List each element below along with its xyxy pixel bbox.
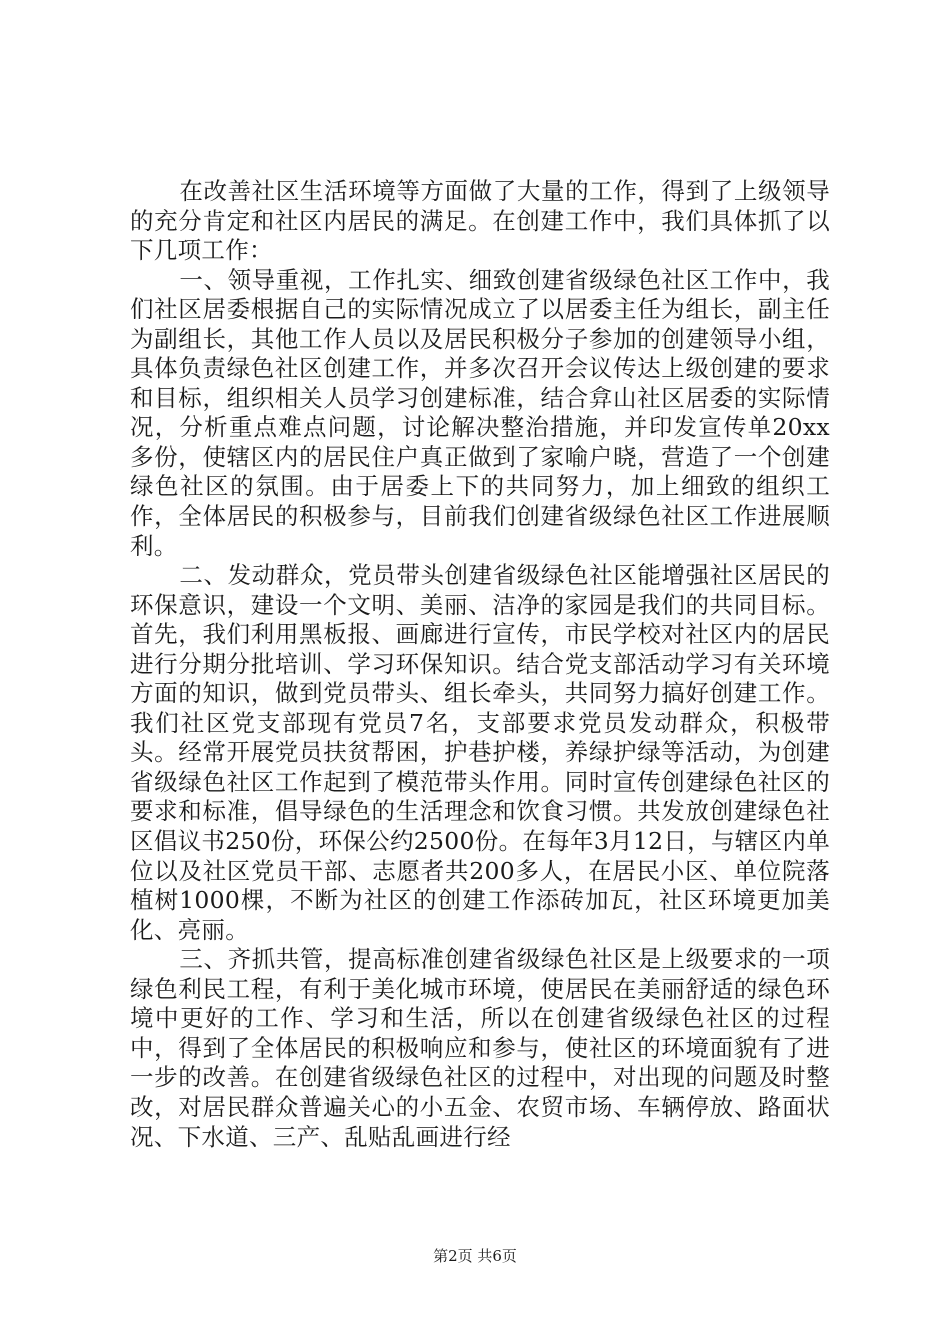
paragraph-section-3: 三、齐抓共管，提高标准创建省级绿色社区是上级要求的一项绿色利民工程，有利于美化城市环境，使居民在美丽舒适的绿色环境中更好的工作、学习和生活，所以在创建省级绿色社区的过程中，得到了全体居民的积极响应和参与，使社区的环境面貌有了进一步的改善。在创建省级绿色社区的过程中，对出现的问题及时整改，对居民群众普遍关心的小五金、农贸市场、车辆停放、路面状况、下水道、三产、乱贴乱画进行经 xyxy=(130,945,830,1151)
paragraph-intro: 在改善社区生活环境等方面做了大量的工作，得到了上级领导的充分肯定和社区内居民的满足。在创建工作中，我们具体抓了以下几项工作： xyxy=(130,177,830,265)
paragraph-section-2: 二、发动群众，党员带头创建省级绿色社区能增强社区居民的环保意识，建设一个文明、美丽、洁净的家园是我们的共同目标。首先，我们利用黑板报、画廊进行宣传，市民学校对社区内的居民进行分期分批培训、学习环保知识。结合党支部活动学习有关环境方面的知识，做到党员带头、组长牵头，共同努力搞好创建工作。我们社区党支部现有党员7名，支部要求党员发动群众，积极带头。经常开展党员扶贫帮困，护巷护楼，养绿护绿等活动，为创建省级绿色社区工作起到了模范带头作用。同时宣传创建绿色社区的要求和标准，倡导绿色的生活理念和饮食习惯。共发放创建绿色社区倡议书250份，环保公约2500份。在每年3月12日，与辖区内单位以及社区党员干部、志愿者共200多人，在居民小区、单位院落植树1000棵，不断为社区的创建工作添砖加瓦，社区环境更加美化、亮丽。 xyxy=(130,561,830,944)
page-number-footer: 第2页 共6页 xyxy=(433,1247,517,1265)
paragraph-section-1: 一、领导重视，工作扎实、细致创建省级绿色社区工作中，我们社区居委根据自己的实际情况成立了以居委主任为组长，副主任为副组长，其他工作人员以及居民积极分子参加的创建领导小组，具体负责绿色社区创建工作，并多次召开会议传达上级创建的要求和目标，组织相关人员学习创建标准，结合弇山社区居委的实际情况，分析重点难点问题，讨论解决整治措施，并印发宣传单20xx多份，使辖区内的居民住户真正做到了家喻户晓，营造了一个创建绿色社区的氛围。由于居委上下的共同努力，加上细致的组织工作，全体居民的积极参与，目前我们创建省级绿色社区工作进展顺利。 xyxy=(130,265,830,560)
document-body xyxy=(130,177,830,1152)
